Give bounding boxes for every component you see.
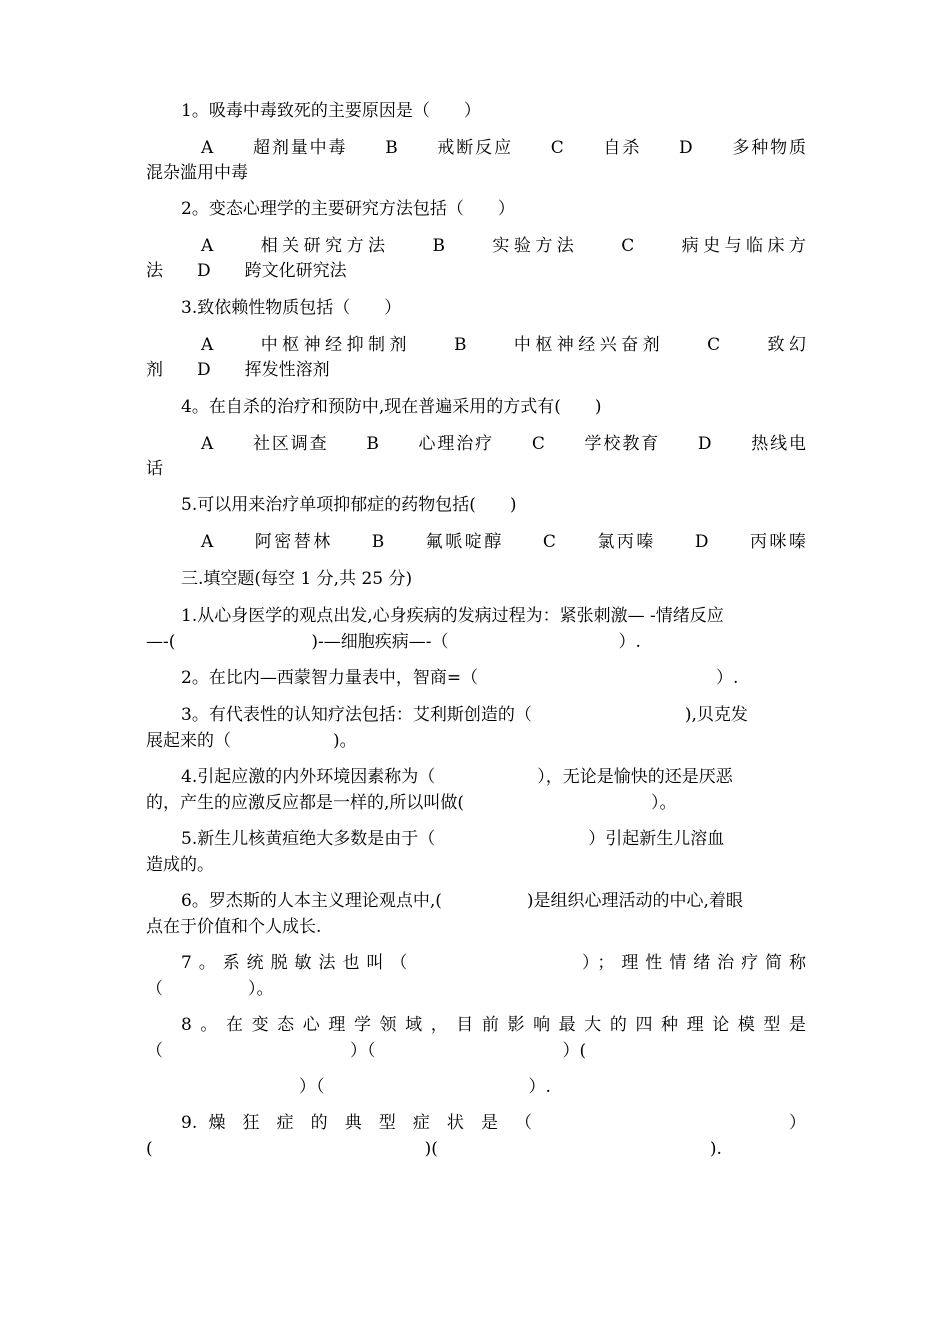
mc-question-1: 1。吸毒中毒致死的主要原因是（ ）: [181, 101, 481, 121]
mc-options-1: A 超剂量中毒 B 戒断反应 C 自杀 D 多种物质: [201, 138, 806, 158]
fill-question-9: 9. 燥 狂 症 的 典 型 症 状 是 （ ）: [181, 1113, 806, 1133]
fill-question-6: 6。罗杰斯的人本主义理论观点中,( )是组织心理活动的中心,着眼: [181, 891, 743, 911]
mc-question-2: 2。变态心理学的主要研究方法包括（ ）: [181, 199, 515, 219]
mc-options-1-cont: 混杂滥用中毒: [146, 163, 248, 183]
mc-options-2: A 相关研究方法 B 实验方法 C 病史与临床方: [201, 236, 806, 256]
fill-question-1: 1.从心身医学的观点出发,心身疾病的发病过程为：紧张刺激— -情绪反应: [181, 606, 724, 626]
mc-options-4-cont: 话: [146, 459, 163, 479]
fill-question-5-cont: 造成的。: [146, 855, 214, 875]
fill-question-9-cont: ( )( ).: [146, 1139, 722, 1159]
fill-question-5: 5.新生儿核黄疸绝大多数是由于（ ）引起新生儿溶血: [181, 829, 725, 849]
fill-question-8-cont: （ ）（ ）(: [146, 1041, 587, 1061]
section-title: 三.填空题(每空 1 分,共 25 分): [181, 569, 413, 589]
fill-question-1-cont: —-( )-—细胞疾病—-（ ）.: [146, 632, 641, 652]
mc-question-3: 3.致依赖性物质包括（ ）: [181, 298, 402, 318]
fill-question-4-cont: 的，产生的应激反应都是一样的,所以叫做( ）。: [146, 793, 677, 813]
mc-question-4: 4。在自杀的治疗和预防中,现在普遍采用的方式有( ): [181, 397, 602, 417]
mc-options-5: A 阿密替林 B 氟哌啶醇 C 氯丙嗪 D 丙咪嗪: [201, 532, 806, 552]
mc-options-4: A 社区调查 B 心理治疗 C 学校教育 D 热线电: [201, 434, 806, 454]
fill-question-7: 7。系统脱敏法也叫（ ）；理性情绪治疗简称: [181, 953, 806, 973]
fill-question-2: 2。在比内—西蒙智力量表中，智商=（ ）.: [181, 668, 739, 688]
mc-options-2-cont: 法 D 跨文化研究法: [146, 261, 347, 281]
fill-question-6-cont: 点在于价值和个人成长.: [146, 917, 322, 937]
mc-options-3-cont: 剂 D 挥发性溶剂: [146, 360, 330, 380]
fill-question-8-cont2: ）（ ）.: [146, 1077, 551, 1097]
mc-options-3: A 中枢神经抑制剂 B 中枢神经兴奋剂 C 致幻: [201, 335, 806, 355]
fill-question-3: 3。有代表性的认知疗法包括：艾利斯创造的（ ),贝克发: [181, 705, 748, 725]
fill-question-7-cont: （ ）。: [146, 979, 274, 999]
mc-question-5: 5.可以用来治疗单项抑郁症的药物包括( ): [181, 495, 517, 515]
fill-question-8: 8。在变态心理学领域，目前影响最大的四种理论模型是: [181, 1015, 806, 1035]
fill-question-3-cont: 展起来的（ )。: [146, 731, 357, 751]
fill-question-4: 4.引起应激的内外环境因素称为（ ），无论是愉快的还是厌恶: [181, 767, 733, 787]
